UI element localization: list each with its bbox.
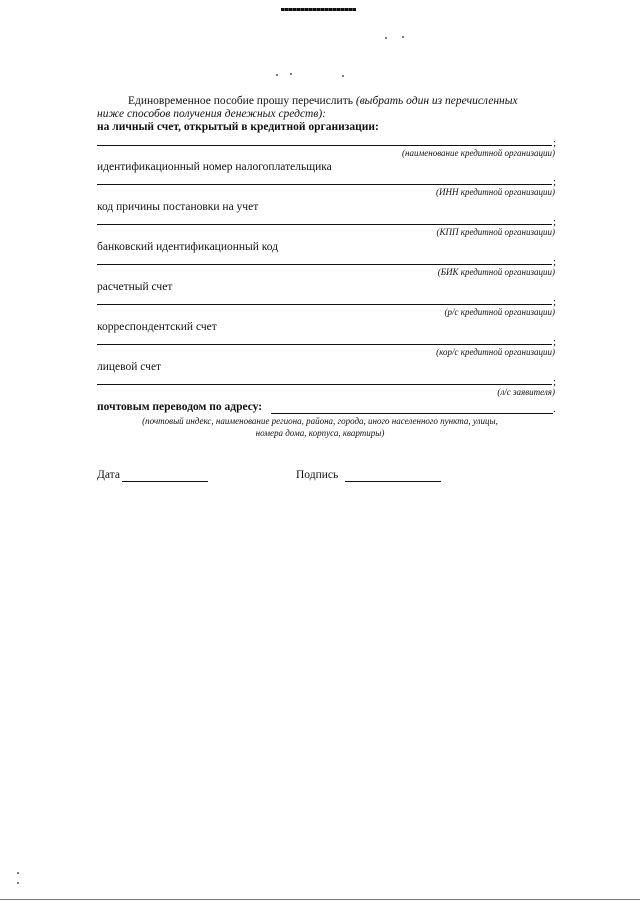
postal-caption-line-1: (почтовый индекс, наименование региона, района, города, иного населенного пункта, улицы, [142,416,498,426]
blank-line [97,184,552,185]
field-label: лицевой счет [97,361,162,373]
intro-line-2: ниже способов получения денежных средств): [97,108,327,120]
blank-line [97,145,552,146]
scan-speck [17,882,19,884]
intro-lead-italic: (выбрать один из перечисленных [355,95,518,107]
scan-speck [342,75,344,77]
signature-label: Подпись [296,469,339,481]
field-label: банковский идентификационный код [97,241,279,253]
field-caption: (л/с заявителя) [497,387,555,397]
blank-line [97,344,552,345]
line-terminator: ; [553,256,557,268]
intro-line-1 [128,95,518,108]
blank-line [97,224,552,225]
line-terminator: ; [553,137,557,149]
scan-speck [290,73,292,75]
scan-speck [402,36,404,38]
field-caption: (КПП кредитной организации) [436,227,555,237]
field-caption: (ИНН кредитной организации) [436,187,555,197]
line-terminator: . [553,403,556,415]
line-terminator: ; [553,176,557,188]
field-caption: (БИК кредитной организации) [437,267,555,277]
scan-artifact-bar [281,8,356,11]
date-blank-line [122,481,208,482]
scan-bottom-edge [0,899,640,900]
intro-lead: Единовременное пособие прошу перечислить [128,95,353,107]
line-terminator: ; [553,336,557,348]
postal-label: почтовым переводом по адресу: [97,401,263,413]
field-label: код причины постановки на учет [97,201,259,213]
blank-line [97,264,552,265]
line-terminator: ; [553,376,557,388]
line-terminator: ; [553,216,557,228]
blank-line [271,413,553,414]
line-terminator: ; [553,296,557,308]
blank-line [97,384,552,385]
scan-speck [17,872,19,874]
field-label: расчетный счет [97,281,173,293]
field-label: корреспондентский счет [97,321,217,333]
signature-blank-line [345,481,441,482]
blank-line [97,304,552,305]
date-label: Дата [97,469,120,481]
scan-speck [385,37,387,39]
field-caption: (р/с кредитной организации) [444,307,555,317]
field-caption: (наименование кредитной организации) [402,148,555,158]
field-caption: (кор/с кредитной организации) [436,347,555,357]
account-heading: на личный счет, открытый в кредитной организации: [97,121,379,133]
field-label: идентификационный номер налогоплательщика [97,161,332,173]
postal-caption-line-2: номера дома, корпуса, квартиры) [255,428,385,438]
scan-speck [276,74,278,76]
